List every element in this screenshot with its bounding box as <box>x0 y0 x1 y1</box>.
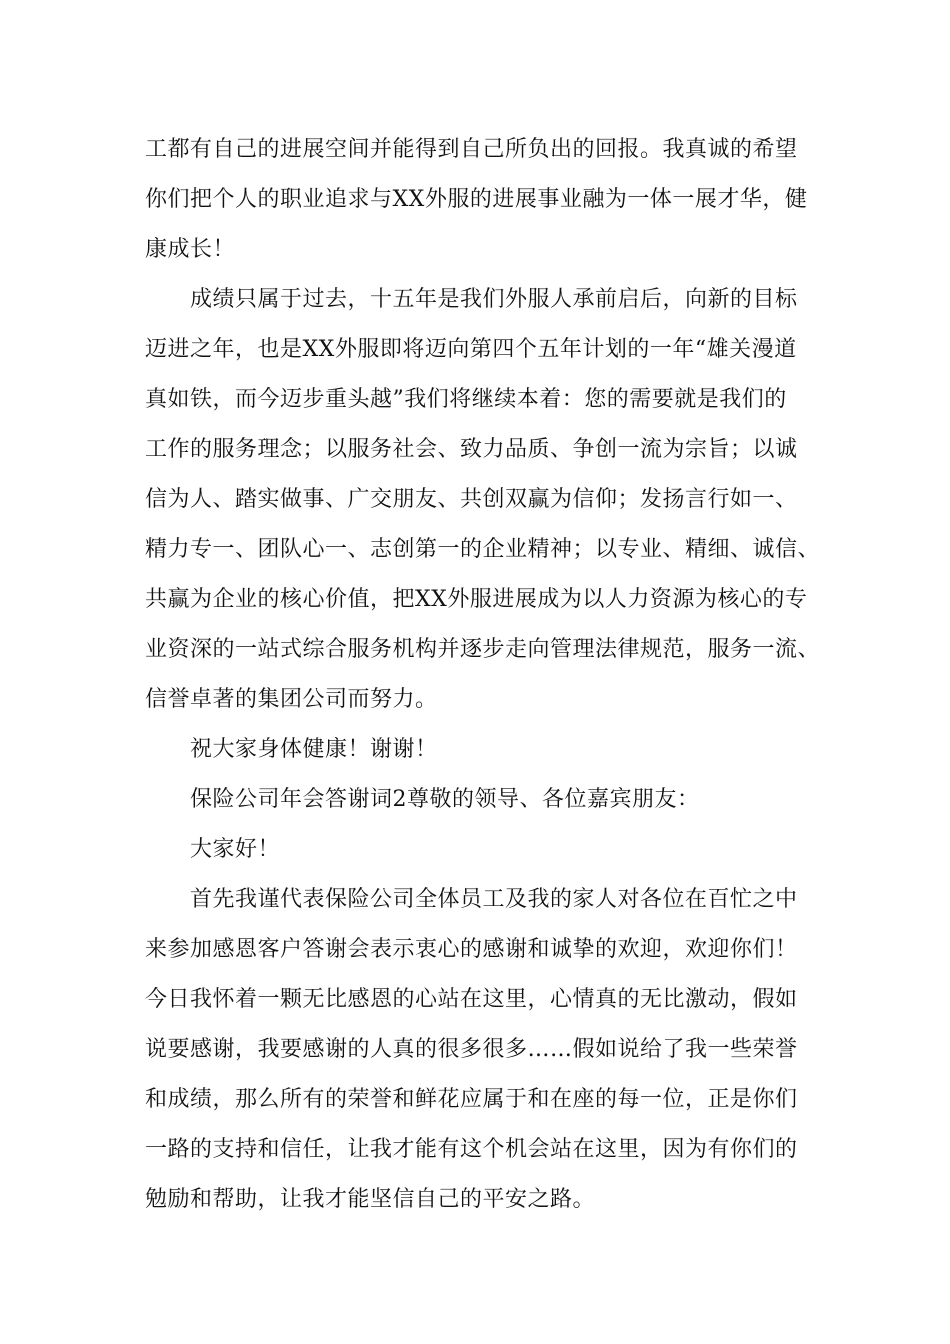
text-line: 说要感谢，我要感谢的人真的很多很多……假如说给了我一些荣誉 <box>145 1037 798 1062</box>
closing-wishes: 祝大家身体健康！谢谢！ <box>190 737 438 762</box>
text-line: 康成长！ <box>145 237 236 262</box>
text-line: 共赢为企业的核心价值，把XX外服进展成为以人力资源为核心的专 <box>145 587 808 612</box>
text-line: 迈进之年，也是XX外服即将迈向第四个五年计划的一年“雄关漫道 <box>145 337 797 362</box>
text-line: 工作的服务理念；以服务社会、致力品质、争创一流为宗旨；以诚 <box>145 437 798 462</box>
text-line: 信为人、踏实做事、广交朋友、共创双赢为信仰；发扬言行如一、 <box>145 487 798 512</box>
paragraph-first-line: 首先我谨代表保险公司全体员工及我的家人对各位在百忙之中 <box>190 887 798 912</box>
text-line: 工都有自己的进展空间并能得到自己所负出的回报。我真诚的希望 <box>145 137 798 162</box>
speech-heading: 保险公司年会答谢词2尊敬的领导、各位嘉宾朋友： <box>190 787 700 812</box>
text-line: 业资深的一站式综合服务机构并逐步走向管理法律规范，服务一流、 <box>145 637 821 662</box>
text-line: 信誉卓著的集团公司而努力。 <box>145 687 438 712</box>
text-line: 今日我怀着一颗无比感恩的心站在这里，心情真的无比激动，假如 <box>145 987 798 1012</box>
text-line: 一路的支持和信任，让我才能有这个机会站在这里，因为有你们的 <box>145 1137 798 1162</box>
text-line: 来参加感恩客户答谢会表示衷心的感谢和诚挚的欢迎，欢迎你们！ <box>145 937 798 962</box>
text-line: 精力专一、团队心一、志创第一的企业精神；以专业、精细、诚信、 <box>145 537 821 562</box>
text-line: 和成绩，那么所有的荣誉和鲜花应属于和在座的每一位，正是你们 <box>145 1087 798 1112</box>
paragraph-first-line: 成绩只属于过去，十五年是我们外服人承前启后，向新的目标 <box>190 287 798 312</box>
greeting: 大家好！ <box>190 837 281 862</box>
text-line: 真如铁，而今迈步重头越”我们将继续本着：您的需要就是我们的 <box>145 387 787 412</box>
text-line: 你们把个人的职业追求与XX外服的进展事业融为一体一展才华，健 <box>145 187 808 212</box>
text-line: 勉励和帮助，让我才能坚信自己的平安之路。 <box>145 1187 596 1212</box>
